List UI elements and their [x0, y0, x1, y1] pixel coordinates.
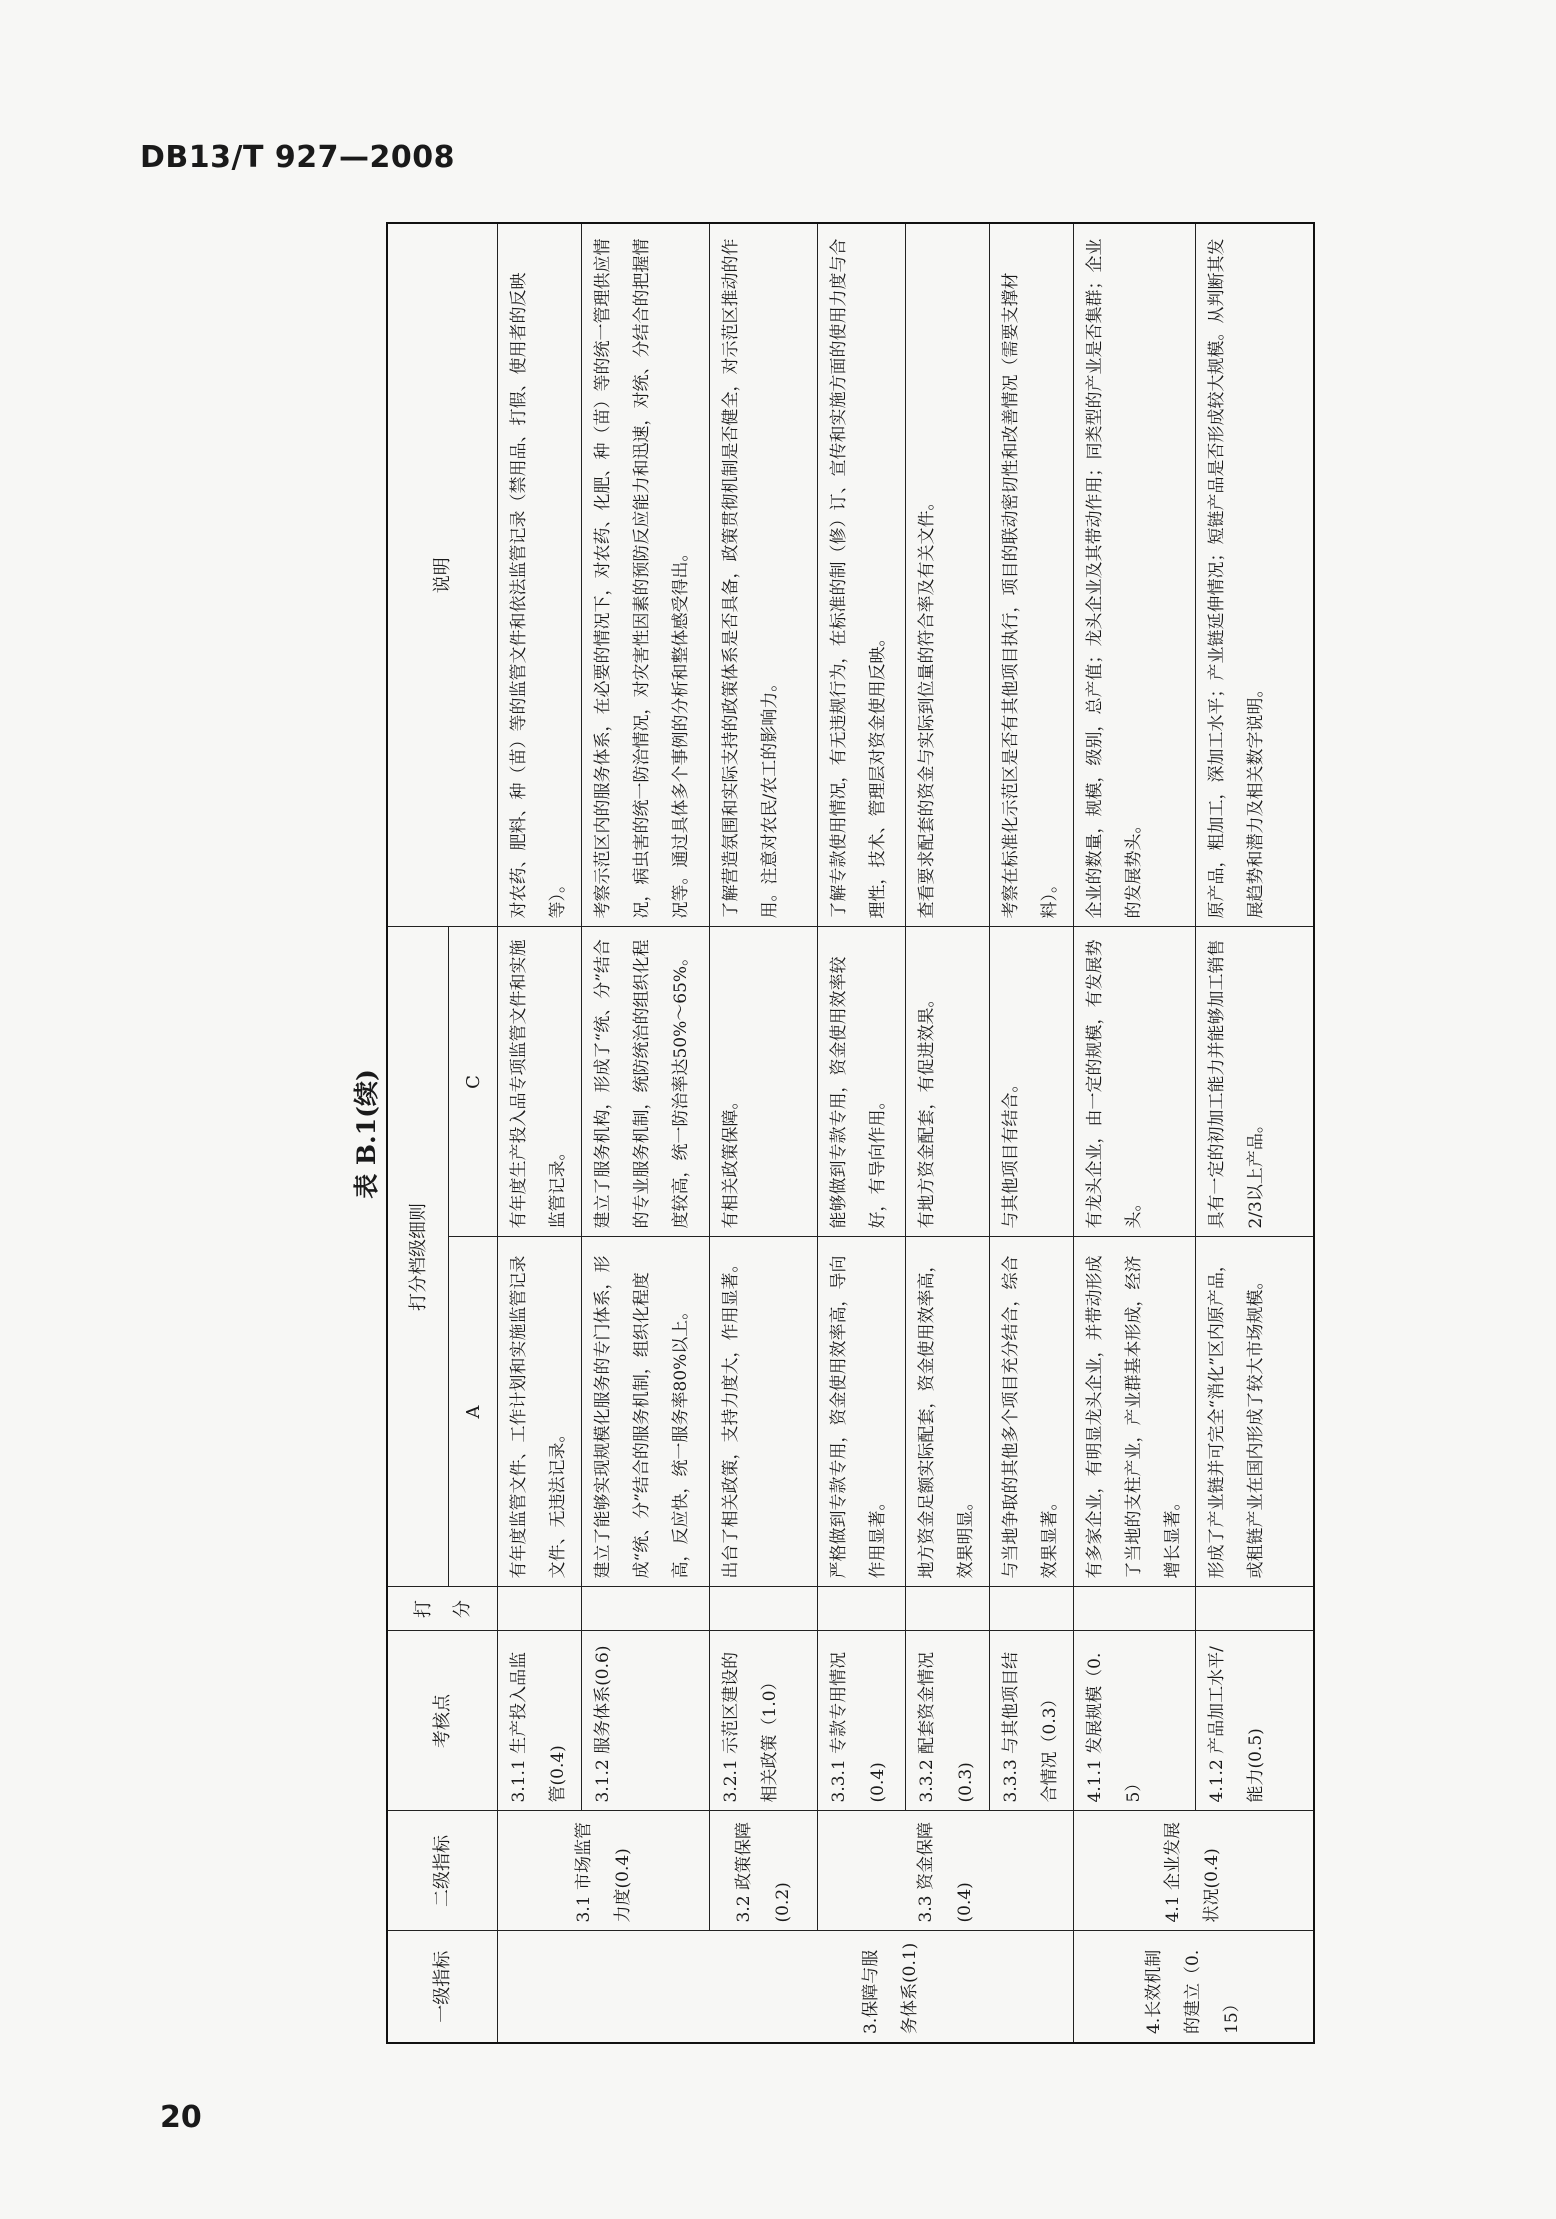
- grade-c-cell: 有地方资金配套，有促进效果。: [906, 927, 990, 1237]
- point-cell: 3.3.2 配套资金情况(0.3): [906, 1631, 990, 1811]
- note-cell: 了解营造氛围和实际支持的政策体系是否具备，政策贯彻机制是否健全，对示范区推动的作用。注意对农民/农工的影响力。: [710, 223, 818, 927]
- level1-cell-empty: [582, 1931, 710, 2043]
- grade-a-cell: 有年度监管文件、工作计划和实施监管记录文件、无违法记录。: [498, 1237, 582, 1587]
- table-row: [906, 223, 990, 2043]
- score-cell: [990, 1587, 1074, 1631]
- grade-a-cell: 与当地争取的其他多个项目充分结合，综合效果显著。: [990, 1237, 1074, 1587]
- table-row: [818, 223, 906, 2043]
- note-cell: 考察示范区内的服务体系，在必要的情况下，对农药、化肥、种（苗）等的统一管理供应情况，病虫害的统一防治情况，对灾害性因素的预防反应能力和迅速，对统、分结合的把握情况等。通过具体多个事例的分析和整体感受得出。: [582, 223, 710, 927]
- grade-c-cell: 与其他项目有结合。: [990, 927, 1074, 1237]
- note-cell: 考察在标准化示范区是否有其他项目执行，项目的联动密切性和改善情况（需要支撑材料）。: [990, 223, 1074, 927]
- level1-cell: 4.长效机制的建立（0.15）: [1074, 1931, 1314, 2043]
- table-header-row: [387, 223, 449, 2043]
- score-cell: [498, 1587, 582, 1631]
- note-cell: 原产品，粗加工，深加工水平；产业链延伸情况；短链产品是否形成较大规模。从判断其发展趋势和潜力及相关数字说明。: [1196, 223, 1314, 927]
- document-code-header: DB13/T 927—2008: [140, 140, 455, 175]
- col-header-point: 考核点: [387, 1631, 498, 1811]
- point-cell: 3.3.1 专款专用情况(0.4): [818, 1631, 906, 1811]
- grade-a-cell: 出台了相关政策，支持力度大，作用显著。: [710, 1237, 818, 1587]
- grade-a-cell: 建立了能够实现规模化服务的专门体系，形成“统、分”结合的服务机制，组织化程度高，反应快，统一服务率80%以上。: [582, 1237, 710, 1587]
- grade-a-cell: 地方资金足额实际配套，资金使用效率高，效果明显。: [906, 1237, 990, 1587]
- table-row: [710, 223, 818, 2043]
- grade-c-cell: 有年度生产投入品专项监管文件和实施监管记录。: [498, 927, 582, 1237]
- score-cell: [1196, 1587, 1314, 1631]
- score-cell: [710, 1587, 818, 1631]
- score-cell: [582, 1587, 710, 1631]
- point-cell: 3.1.2 服务体系(0.6): [582, 1631, 710, 1811]
- grade-c-cell: 建立了服务机构，形成了“统、分”结合的专业服务机制，统防统治的组织化程度较高，统一防治率达50%～65%。: [582, 927, 710, 1237]
- grade-a-cell: 形成了产业链并可完全“消化”区内原产品，或租链产业在国内形成了较大市场规模。: [1196, 1237, 1314, 1587]
- col-header-grade-c: C: [449, 927, 498, 1237]
- grade-c-cell: 具有一定的初加工能力并能够加工销售2/3以上产品。: [1196, 927, 1314, 1237]
- level2-cell: 3.2 政策保障(0.2): [710, 1811, 818, 1931]
- table-caption: 表 B.1(续): [352, 1069, 381, 1199]
- table-row: [1196, 223, 1314, 2043]
- col-header-level1: 一级指标: [387, 1931, 498, 2043]
- note-cell: 企业的数量，规模，级别，总产值；龙头企业及其带动作用；同类型的产业是否集群；企业的发展势头。: [1074, 223, 1196, 927]
- point-cell: 3.2.1 示范区建设的相关政策（1.0）: [710, 1631, 818, 1811]
- note-cell: 对农药、肥料、种（苗）等的监管文件和依法监管记录（禁用品、打假、使用者的反映等）。: [498, 223, 582, 927]
- note-cell: 了解专款使用情况，有无违规行为，在标准的制（修）订、宣传和实施方面的使用力度与合理性，技术、管理层对资金使用反映。: [818, 223, 906, 927]
- grade-c-cell: 有龙头企业，由一定的规模，有发展势头。: [1074, 927, 1196, 1237]
- point-cell: 3.3.3 与其他项目结合情况（0.3）: [990, 1631, 1074, 1811]
- point-cell: 4.1.1 发展规模（0.5）: [1074, 1631, 1196, 1811]
- table-row: [498, 223, 582, 2043]
- score-cell: [1074, 1587, 1196, 1631]
- level1-cell-empty: [498, 1931, 582, 2043]
- table-row: [1074, 223, 1196, 2043]
- evaluation-table: [386, 222, 1315, 2044]
- level2-cell: 4.1 企业发展状况(0.4): [1074, 1811, 1314, 1931]
- level1-cell: 3.保障与服务体系(0.1): [710, 1931, 1074, 2043]
- score-cell: [906, 1587, 990, 1631]
- point-cell: 4.1.2 产品加工水平/能力(0.5): [1196, 1631, 1314, 1811]
- col-header-note: 说明: [387, 223, 498, 927]
- table-row: [582, 223, 710, 2043]
- page-number: 20: [160, 2100, 202, 2135]
- grade-a-cell: 有多家企业，有明显龙头企业，并带动形成了当地的支柱产业，产业群基本形成，经济增长显著。: [1074, 1237, 1196, 1587]
- col-header-level2: 二级指标: [387, 1811, 498, 1931]
- grade-c-cell: 有相关政策保障。: [710, 927, 818, 1237]
- note-cell: 查看要求配套的资金与实际到位量的符合率及有关文件。: [906, 223, 990, 927]
- rotated-table-block: [348, 224, 1348, 2044]
- grade-c-cell: 能够做到专款专用，资金使用效率较好，有导向作用。: [818, 927, 906, 1237]
- col-header-grade-a: A: [449, 1237, 498, 1587]
- point-cell: 3.1.1 生产投入品监管(0.4): [498, 1631, 582, 1811]
- grade-a-cell: 严格做到专款专用，资金使用效率高，导向作用显著。: [818, 1237, 906, 1587]
- table-row: [990, 223, 1074, 2043]
- level2-cell: 3.3 资金保障(0.4): [818, 1811, 1074, 1931]
- level2-cell: 3.1 市场监管力度(0.4): [498, 1811, 710, 1931]
- score-cell: [818, 1587, 906, 1631]
- col-header-grade-group: 打分档级细则: [387, 927, 449, 1587]
- col-header-score: 打分: [387, 1587, 498, 1631]
